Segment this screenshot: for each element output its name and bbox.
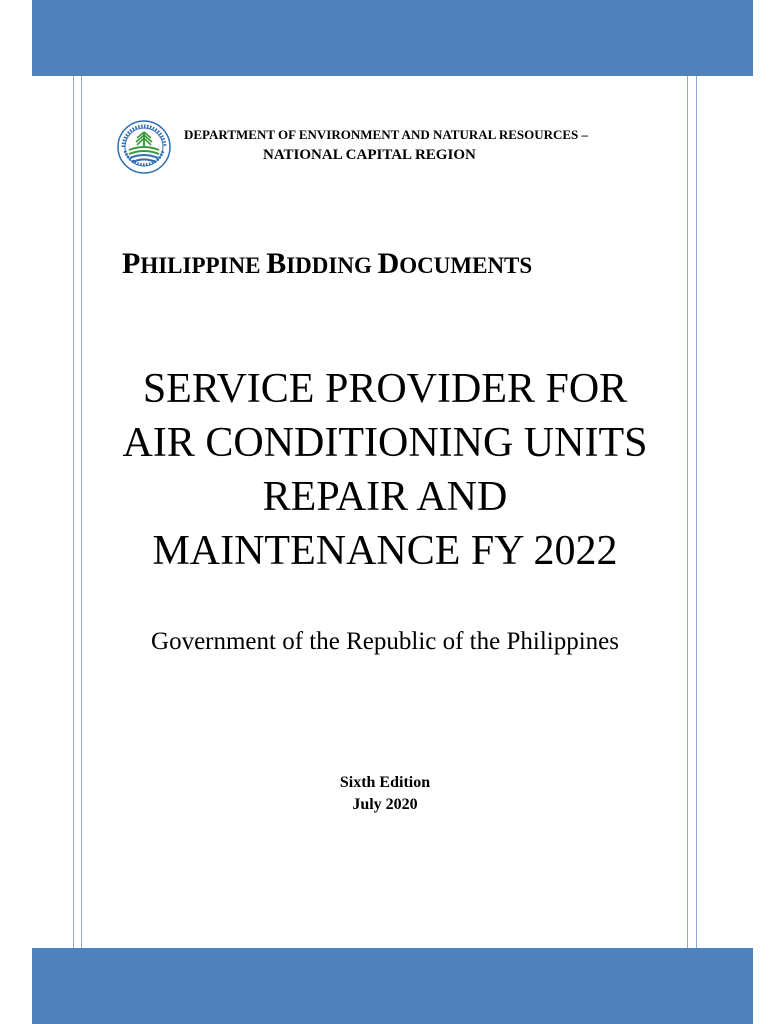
left-border-line-inner: [81, 76, 82, 948]
project-title-line: REPAIR AND: [262, 474, 508, 520]
title-word-2-cap: B: [266, 247, 287, 280]
bottom-color-band: [32, 948, 753, 1024]
left-border-line-outer: [73, 76, 74, 948]
edition-date: July 2020: [352, 796, 418, 813]
title-word-1-rest: HILIPPINE: [140, 253, 267, 278]
edition-label: Sixth Edition: [339, 774, 431, 791]
title-word-3-cap: D: [377, 247, 400, 280]
project-title-line: SERVICE PROVIDER FOR: [142, 366, 628, 412]
project-title: [100, 362, 670, 578]
project-title-line: AIR CONDITIONING UNITS: [122, 420, 648, 466]
edition-block: [285, 772, 485, 816]
title-word-1-cap: P: [122, 247, 141, 280]
title-word-2-rest: IDDING: [286, 253, 378, 278]
right-border-line-outer: [696, 76, 697, 948]
issuer-name: Government of the Republic of the Philippines: [151, 628, 619, 655]
department-name: DEPARTMENT OF ENVIRONMENT AND NATURAL RESOURCES –: [184, 127, 589, 142]
project-title-line: MAINTENANCE FY 2022: [152, 528, 618, 574]
denr-seal-icon: [117, 120, 171, 174]
region-name: NATIONAL CAPITAL REGION: [263, 147, 476, 163]
document-type-title: [122, 247, 532, 281]
top-color-band: [32, 0, 753, 76]
right-border-line-inner: [687, 76, 688, 948]
title-word-3-rest: OCUMENTS: [399, 253, 533, 278]
